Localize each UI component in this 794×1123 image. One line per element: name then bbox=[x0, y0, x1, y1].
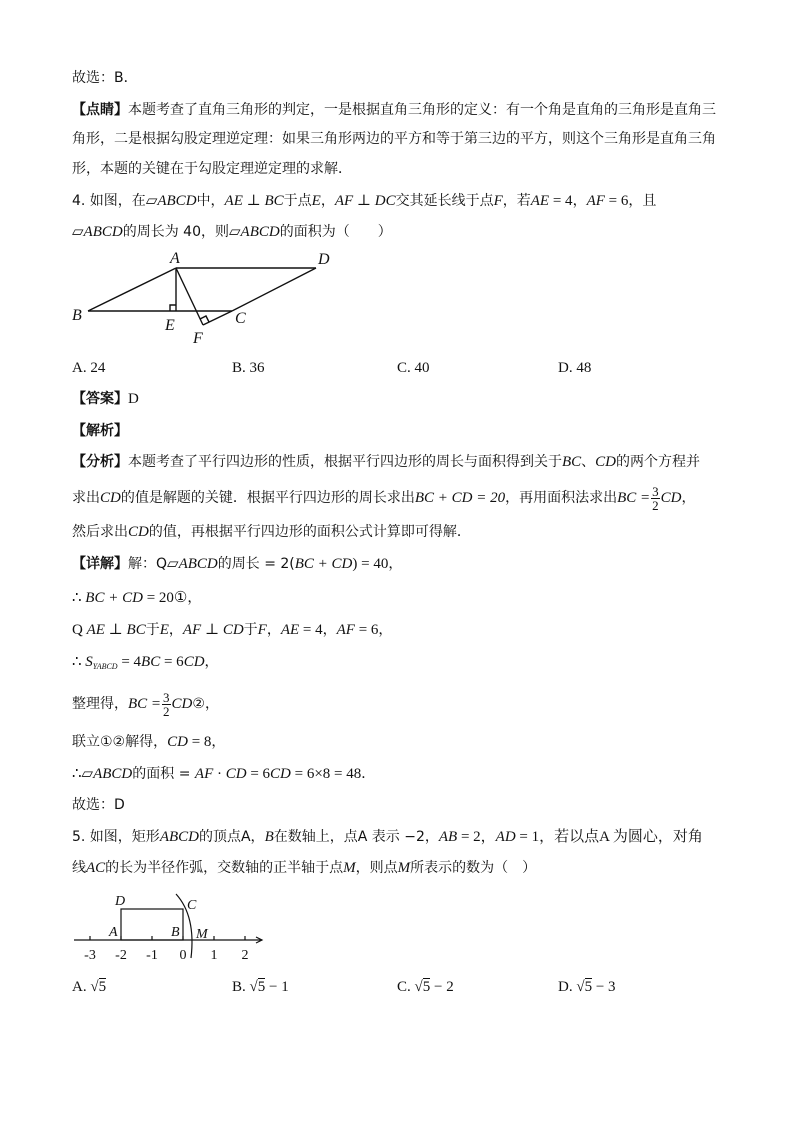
q4-option-a[interactable]: A. 24 bbox=[72, 360, 106, 376]
label-a: A bbox=[170, 250, 180, 267]
dianjing-line-2 bbox=[72, 129, 716, 149]
label-b: B bbox=[171, 925, 180, 940]
dianjing-text-2: 角形，二是根据勾股定理逆定理：如果三角形两边的平方和等于第三边的平方，则这个三角形是直角三角 bbox=[72, 131, 716, 147]
q4-options bbox=[72, 358, 732, 378]
label-c: C bbox=[235, 310, 246, 327]
q4-jiexi-line: 【解析】 bbox=[72, 423, 128, 439]
tick-label: 0 bbox=[179, 948, 187, 963]
tick-label: -3 bbox=[84, 948, 96, 963]
q4-solution-step-5: 整理得，BC = $\frac{3}{2}$ CD②， bbox=[72, 689, 219, 719]
tick-label: 1 bbox=[210, 948, 218, 963]
dianjing-text-3: 形，本题的关键在于勾股定理逆定理的求解． bbox=[72, 161, 352, 177]
label-m: M bbox=[196, 927, 208, 942]
fraction-3-2: $\frac{3}{2}$ bbox=[652, 483, 659, 513]
label-f: F bbox=[193, 330, 203, 347]
q5-option-a[interactable]: A. √5 bbox=[72, 979, 107, 995]
q4-fenxi-line-2: 求出CD的值是解题的关键．根据平行四边形的周长求出BC + CD = 20，再用面积法求出BC = $\frac{3}{2}$ CD， bbox=[72, 483, 696, 513]
q4-option-d[interactable]: D. 48 bbox=[558, 360, 592, 376]
dianjing-text-1: 本题考查了直角三角形的判定，一是根据直角三角形的定义：有一个角是直角的三角形是直角三 bbox=[128, 102, 716, 118]
q4-parallelogram-figure bbox=[72, 248, 372, 348]
q5-number-line-figure bbox=[72, 886, 272, 966]
q4-solution-step-6: 联立①②解得，CD = 8， bbox=[72, 734, 226, 750]
q4-stem-line-2: ▱ABCD的周长为 40，则▱ABCD的面积为（ ） bbox=[72, 224, 392, 240]
label-b: B bbox=[72, 307, 82, 324]
choice-line-q3 bbox=[72, 68, 138, 88]
tick-label: -1 bbox=[146, 948, 158, 963]
q5-stem-line-1: 5. 如图，矩形ABCD的顶点A，B在数轴上，点A 表示 −2，AB = 2，AD = 1，若以点A 为圆心，对角 bbox=[72, 829, 703, 845]
q4-solution-step-3: Q AE ⊥ BC于E，AF ⊥ CD于F，AE = 4，AF = 6， bbox=[72, 622, 393, 638]
q4-solution-step-7: ∴▱ABCD的面积 = AF · CD = 6CD = 6×8 = 48． bbox=[72, 766, 376, 782]
tick-label: -2 bbox=[115, 948, 127, 963]
dianjing-tag: 【点睛】 bbox=[72, 102, 128, 118]
dianjing-line-1 bbox=[72, 100, 716, 120]
q5-options bbox=[72, 977, 732, 999]
q4-option-b[interactable]: B. 36 bbox=[232, 360, 265, 376]
q5-option-c[interactable]: C. √5 − 2 bbox=[397, 979, 454, 995]
label-c: C bbox=[187, 898, 197, 913]
q4-answer: D bbox=[128, 391, 139, 407]
side-ab bbox=[88, 268, 176, 311]
q4-option-c[interactable]: C. 40 bbox=[397, 360, 430, 376]
side-dc bbox=[232, 268, 316, 311]
parallelogram-symbol: ▱ bbox=[145, 193, 158, 209]
q4-solution-step-2: ∴ BC + CD = 20①， bbox=[72, 590, 202, 606]
q5-option-d[interactable]: D. √5 − 3 bbox=[558, 979, 616, 995]
tick-label: 2 bbox=[241, 948, 249, 963]
q5-stem-line-2: 线AC的长为半径作弧，交数轴的正半轴于点M，则点M所表示的数为（ ） bbox=[72, 860, 537, 876]
dianjing-line-3 bbox=[72, 159, 352, 179]
q4-fenxi-line-3: 然后求出CD的值，再根据平行四边形的面积公式计算即可得解． bbox=[72, 524, 471, 540]
choice-text: 故选：B． bbox=[72, 70, 138, 86]
q5-option-b[interactable]: B. √5 − 1 bbox=[232, 979, 289, 995]
q4-solution-step-4: ∴ $S_{YABCD} = 4BC = 6CD$， bbox=[72, 654, 219, 671]
right-angle-e bbox=[170, 305, 176, 311]
label-d: D bbox=[318, 251, 330, 268]
q4-fenxi-line-1: 【分析】本题考查了平行四边形的性质，根据平行四边形的周长与面积得到关于BC、CD的两个方程并 bbox=[72, 454, 701, 470]
q4-choice-line: 故选：D bbox=[72, 797, 125, 813]
label-d: D bbox=[115, 894, 126, 909]
label-e: E bbox=[165, 317, 175, 334]
q4-solution-step-1: 【详解】解：Q▱ABCD的周长 = 2(BC + CD) = 40， bbox=[72, 556, 403, 572]
label-a: A bbox=[109, 925, 118, 940]
altitude-af bbox=[176, 268, 203, 325]
q4-answer-line: 【答案】D bbox=[72, 391, 139, 407]
q4-stem-line-1: 4. 如图，在▱ABCD中，AE ⊥ BC于点E，AF ⊥ DC交其延长线于点F，若AE = 4，AF = 6，且 bbox=[72, 193, 657, 209]
